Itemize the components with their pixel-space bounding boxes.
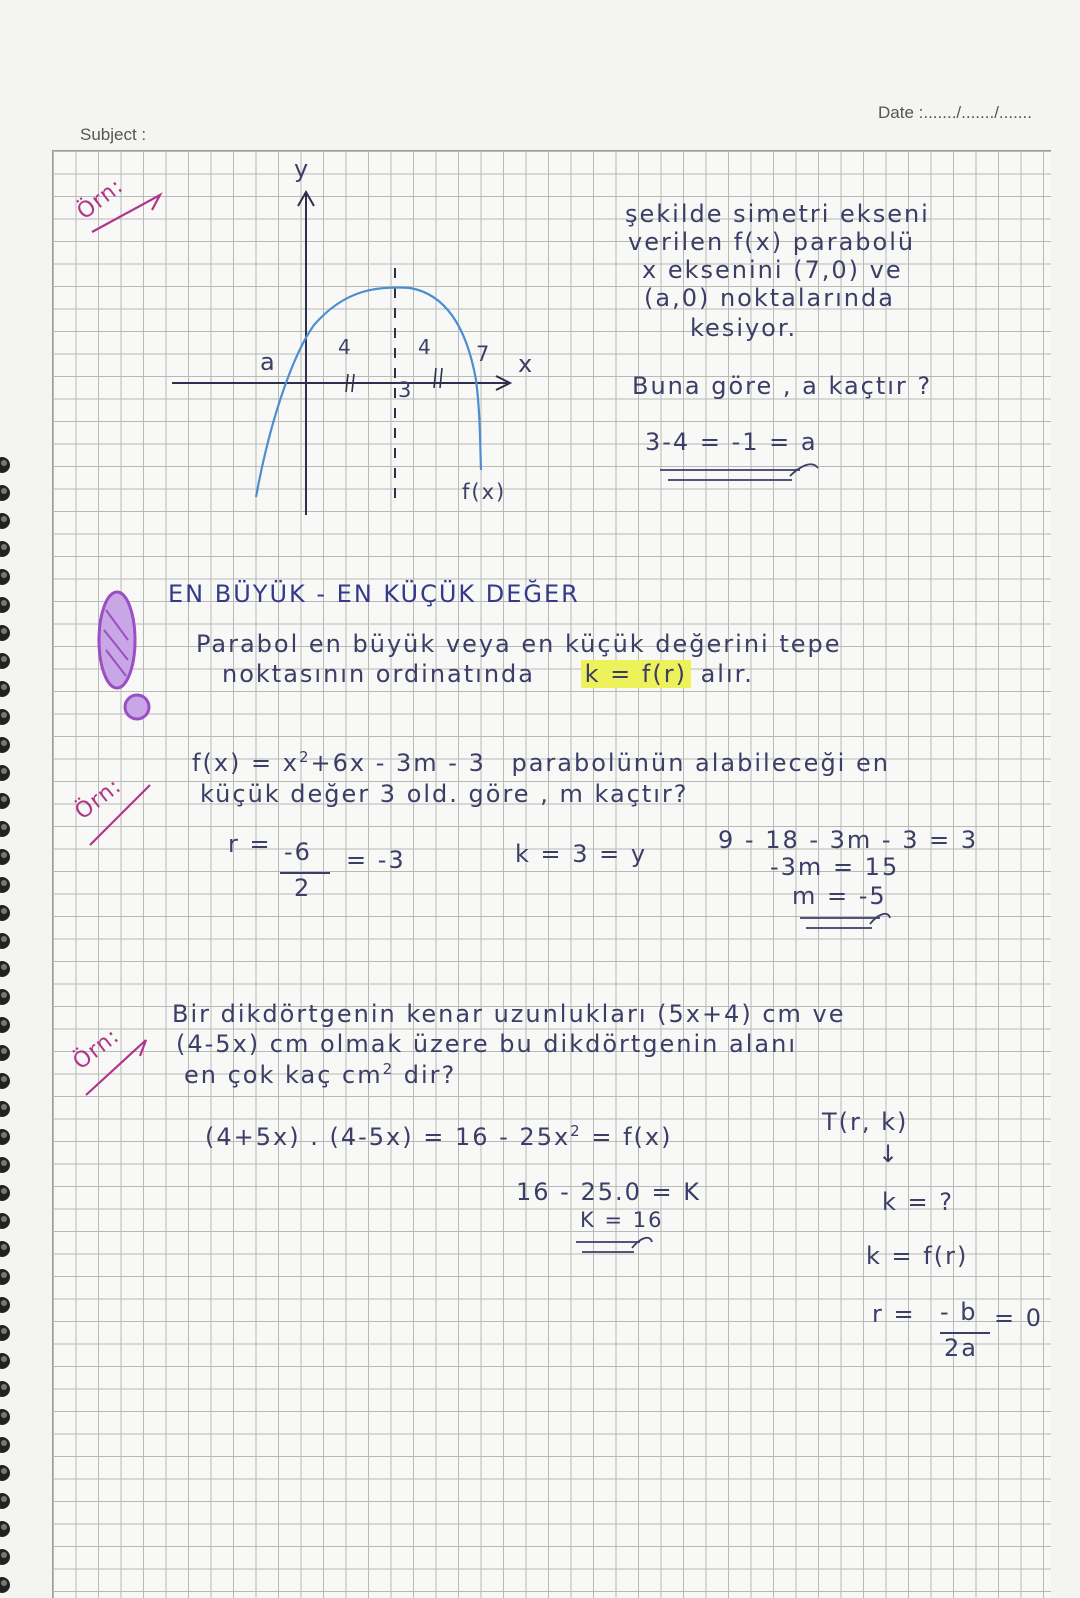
section-line-2-end: alır. [700, 660, 754, 688]
graph-curve-label: f(x) [462, 480, 507, 504]
ex1-question-line-1: şekilde simetri ekseni [625, 200, 930, 228]
answer-underline-1 [660, 464, 818, 480]
ex2-r-result: = -3 [346, 846, 406, 874]
section-line-1: Parabol en büyük veya en küçük değerini tepe [196, 630, 842, 658]
ex1-question-line-4: (a,0) noktalarında [644, 284, 895, 312]
ex3-product-text: (4+5x) . (4-5x) = 16 - 25x [205, 1123, 571, 1151]
ex2-function: f(x) = x [192, 749, 299, 777]
ex3-r-numerator: - b [940, 1298, 978, 1326]
ex3-r-label: r = [872, 1300, 916, 1328]
ex2-r-numerator: -6 [284, 838, 312, 866]
vertex-formula-highlight: k = f(r) [581, 660, 691, 688]
ex3-product-end: = f(x) [591, 1123, 673, 1151]
ex3-line-3-end: dir? [403, 1061, 457, 1089]
ex1-question-line-3: x eksenini (7,0) ve [642, 256, 903, 284]
ex1-answer: 3-4 = -1 = a [645, 428, 818, 456]
section-line-2 [222, 660, 754, 688]
ex3-k-question: k = ? [882, 1188, 955, 1216]
graph-y-label: y [294, 155, 311, 183]
section-line-2-text: noktasının ordinatında [222, 660, 535, 688]
ex2-line-1 [192, 748, 890, 777]
graph-root-7: 7 [476, 342, 492, 366]
ex1-question-line-2: verilen f(x) parabolü [628, 228, 916, 256]
ex3-calc-2: K = 16 [580, 1208, 664, 1232]
ex3-arrow: ↓ [878, 1140, 901, 1168]
graph-a-label: a [260, 348, 277, 376]
ex2-calc-1: 9 - 18 - 3m - 3 = 3 [718, 826, 979, 854]
subject-label: Subject : [80, 125, 147, 144]
ex1-ask: Buna göre , a kaçtır ? [632, 372, 933, 400]
section-title: EN BÜYÜK - EN KÜÇÜK DEĞER [168, 580, 580, 608]
ex2-function-rest: +6x - 3m - 3 [310, 749, 486, 777]
ex3-line-1: Bir dikdörtgenin kenar uzunlukları (5x+4) cm ve [172, 1000, 846, 1028]
ex2-calc-3: m = -5 [792, 882, 887, 910]
graph-axis-3: 3 [398, 378, 414, 402]
answer-underline-2 [800, 914, 890, 928]
ex3-product [205, 1122, 672, 1151]
ex3-line-2: (4-5x) cm olmak üzere bu dikdörtgenin alanı [176, 1030, 797, 1058]
ex3-line-3-text: en çok kaç cm [184, 1061, 383, 1089]
date-label: Date :......./......./....... [878, 103, 1032, 122]
ex3-r-result: = 0 [994, 1304, 1044, 1332]
graph-x-label: x [518, 350, 535, 378]
parabola-curve [256, 287, 481, 497]
example-label-3: Örn: [68, 1023, 125, 1075]
ex2-question-start: parabolünün alabileceği en [511, 749, 890, 777]
ex3-line-3 [184, 1060, 456, 1089]
ex3-r-denominator: 2a [944, 1334, 978, 1362]
ex2-r-label: r = [228, 830, 272, 858]
ex3-square: 2 [382, 1060, 395, 1078]
ex3-product-square: 2 [570, 1122, 582, 1140]
ex2-line-2: küçük değer 3 old. göre , m kaçtır? [200, 780, 689, 808]
ex2-square: 2 [298, 748, 311, 766]
ex2-k-equation: k = 3 = y [515, 840, 648, 868]
ex3-k-formula: k = f(r) [866, 1242, 969, 1270]
ex2-r-denominator: 2 [294, 874, 312, 902]
example-label-2: Örn: [70, 773, 127, 825]
ex1-question-line-5: kesiyor. [690, 314, 798, 342]
exclamation-icon [99, 592, 149, 719]
ex3-vertex: T(r, k) [822, 1108, 909, 1136]
answer-underline-3 [576, 1238, 652, 1252]
ex2-calc-2: -3m = 15 [770, 853, 900, 881]
example-label-1: Örn: [72, 173, 129, 225]
graph-distance-right: 4 [418, 335, 433, 359]
graph-distance-left: 4 [338, 335, 353, 359]
ex3-calc-1: 16 - 25.0 = K [516, 1178, 701, 1206]
